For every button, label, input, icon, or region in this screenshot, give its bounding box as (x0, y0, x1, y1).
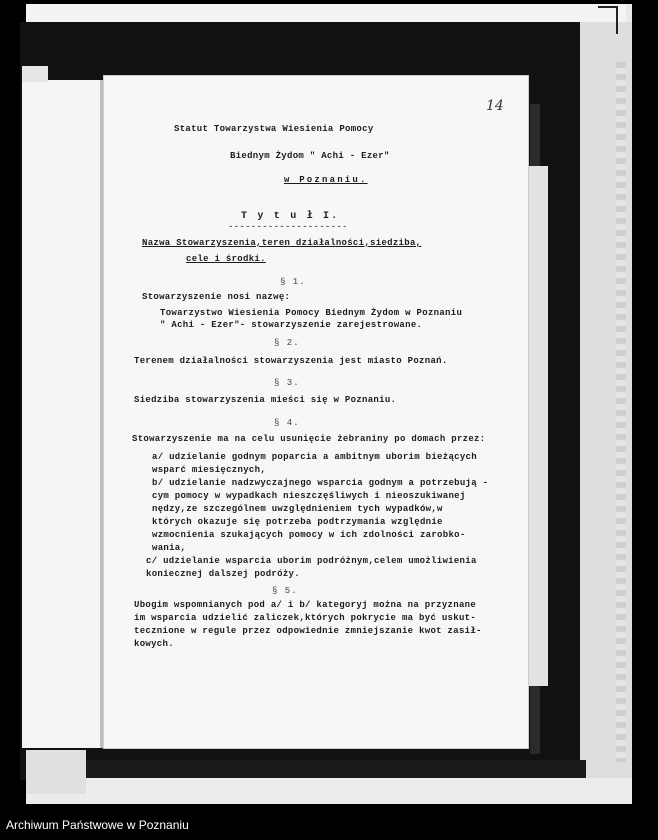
section-5-line-3: tecznione w regule przez odpowiednie zmniejszanie kwot zasił- (134, 626, 482, 636)
archive-label: Archiwum Państwowe w Poznaniu (6, 818, 189, 832)
section-1-mark: § 1. (280, 277, 306, 287)
archive-footer (0, 812, 658, 840)
scan-right-margin (580, 22, 632, 792)
s4-item-c-line-2: koniecznej dalszej podróży. (146, 569, 300, 579)
s4-item-b-line-1: b/ udzielanie nadzwyczajnego wsparcia godnym a potrzebują - (152, 478, 489, 488)
section-1-name-1: Towarzystwo Wiesienia Pomocy Biednym Żydom w Poznaniu (160, 308, 463, 318)
s4-item-b-line-4: których okazuje się potrzeba podtrzymania względnie (152, 517, 443, 527)
section-1-text: Stowarzyszenie nosi nazwę: (142, 292, 291, 302)
document-page (104, 76, 528, 748)
subtitle-line-2: cele i środki. (186, 254, 266, 264)
title-rule: --------------------- (228, 222, 348, 232)
s4-item-b-line-6: wania, (152, 543, 187, 553)
s4-item-b-line-3: nędzy,ze szczególnem uwzględnieniem tych wypadków,w (152, 504, 443, 514)
section-3-mark: § 3. (274, 378, 300, 388)
corner-crop-mark (598, 6, 618, 34)
s4-item-b-line-2: cym pomocy w wypadkach nieszczęśliwych i nieoszukiwanej (152, 491, 466, 501)
subtitle-line-1: Nazwa Stowarzyszenia,teren działalności,siedziba, (142, 238, 422, 248)
s4-item-b-line-5: wzmocnienia szukających pomocy w ich zdolności zarobko- (152, 530, 466, 540)
section-2-text: Terenem działalności stowarzyszenia jest miasto Poznań. (134, 356, 448, 366)
section-5-line-2: im wsparcia udzielić zaliczek,których pokrycie ma być uskut- (134, 613, 477, 623)
sheet-tab (22, 66, 48, 82)
underlying-sheet-left (22, 80, 106, 748)
section-1-name-2: " Achi - Ezer"- stowarzyszenie zarejestrowane. (160, 320, 423, 330)
bottom-left-sheet (26, 750, 86, 794)
title-label: T y t u ł I. (241, 211, 340, 222)
heading-line-3: w Poznaniu. (284, 175, 368, 185)
bottom-light-strip (26, 778, 632, 804)
s4-item-a-line-1: a/ udzielanie godnym poparcia a ambitnym uborim bieżących (152, 452, 477, 462)
section-5-mark: § 5. (272, 586, 298, 596)
underlying-sheet-right (526, 166, 548, 686)
heading-line-2: Biednym Żydom " Achi - Ezer" (230, 151, 390, 161)
section-2-mark: § 2. (274, 338, 300, 348)
s4-item-c-line-1: c/ udzielanie wsparcia uborim podróżnym,celem umożliwienia (146, 556, 477, 566)
section-4-mark: § 4. (274, 418, 300, 428)
heading-line-1: Statut Towarzystwa Wiesienia Pomocy (174, 124, 374, 134)
section-3-text: Siedziba stowarzyszenia mieści się w Poznaniu. (134, 395, 397, 405)
section-5-line-4: kowych. (134, 639, 174, 649)
section-4-text: Stowarzyszenie ma na celu usunięcie żebraniny po domach przez: (132, 434, 486, 444)
page-number: 14 (486, 98, 504, 114)
section-5-text: Ubogim wspomnianych pod a/ i b/ kategoryj można na przyznane (134, 600, 477, 610)
s4-item-a-line-2: wsparć miesięcznych, (152, 465, 267, 475)
